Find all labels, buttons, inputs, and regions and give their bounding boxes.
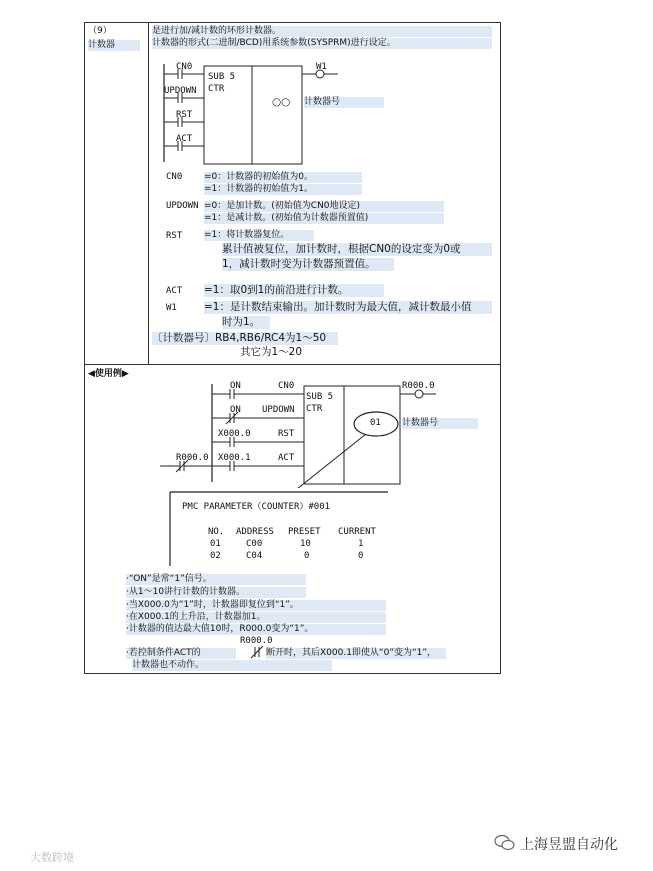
updown-contact-label: UPDOWN [164,86,197,96]
table-row: 02 [210,551,221,561]
example-updown-label: UPDOWN [262,405,295,415]
table-row: C00 [246,539,263,549]
param-cn0-line-1: =0：计数器的初始值为0。 [204,172,362,183]
example-output-label: R000.0 [402,381,435,391]
param-updown-line-1: =0：是加计数。(初始值为CN0地设定) [204,201,444,212]
pmc-header-no: NO. [208,527,225,537]
cn0-contact-label: CN0 [176,62,193,72]
example-r0-label: R000.0 [176,453,209,463]
counter-number-symbol: ○○ [272,96,291,108]
function-type: CTR [208,84,225,94]
table-row: 0 [304,551,310,561]
example-function-name: SUB 5 [306,392,334,402]
description-line-2: 计数器的形式(二进制/BCD)用系统参数(SYSPRM)进行设定。 [152,38,492,49]
example-title: ◀使用例▶ [88,369,129,379]
example-cn0-label: CN0 [278,381,295,391]
function-name: SUB 5 [208,72,236,82]
column-divider [148,22,149,364]
example-act-label: ACT [278,453,295,463]
table-row: 0 [358,551,364,561]
example-function-type: CTR [306,404,323,414]
table-row: 10 [300,539,311,549]
note-2: ·从1～10讲行计数的计数器。 [126,587,306,598]
description-line-1: 是进行加/减计数的环形计数器。 [152,26,492,37]
note-7: 计数器也不动作。 [132,660,332,671]
rst-contact-label: RST [176,110,193,120]
pmc-header-preset: PRESET [288,527,321,537]
param-rst-name: RST [166,231,183,241]
note-6-contact-label: R000.0 [240,636,273,646]
left-watermark-logo: 大数跨境 [30,851,74,864]
table-row: C04 [246,551,263,561]
table-row: 1 [358,539,364,549]
param-rst-line-1: =1：将计数器复位。 [204,230,314,241]
param-w1-name: W1 [166,303,177,313]
act-contact-label: ACT [176,134,193,144]
pmc-header-current: CURRENT [338,527,376,537]
note-5: ·计数器的值达最大值10时，R000.0变为“1”。 [126,624,386,635]
example-rst-label: RST [278,429,295,439]
note-4: ·在X000.1的上升沿，计数器加1。 [126,612,386,623]
example-on-label-1: ON [230,381,241,391]
param-w1-line-1: =1：是计数结束输出。加计数时为最大值，减计数最小值 [204,301,492,314]
example-on-label-2: ON [230,405,241,415]
example-x0-label: X000.0 [218,429,251,439]
row-divider [84,364,501,365]
param-rst-line-2: 累计值被复位，加计数时，根据CN0的设定变为0或 [222,243,492,256]
table-row: 01 [210,539,221,549]
counter-number-label: 计数器号 [304,97,384,108]
param-w1-line-2: 时为1。 [222,316,270,329]
note-3: ·当X000.0为“1”时，计数器即复位到“1”。 [126,600,386,611]
item-name: 计数器 [88,40,140,51]
param-rst-line-3: 1，减计数时变为计数器预置值。 [222,258,394,271]
ladder-diagram-format [150,58,500,168]
brand-name: 上海昱盟自动化 [520,837,618,853]
param-act-line-1: =1：取0到1的前沿进行计数。 [204,284,384,297]
counter-range-line-2: 其它为1～20 [240,346,303,358]
example-counter-number-label: 计数器号 [402,418,478,429]
note-1: ·“ON”是常“1”信号。 [126,574,306,585]
param-updown-line-2: =1：是减计数。(初始值为计数器预置值) [204,213,444,224]
param-updown-name: UPDOWN [166,201,199,211]
item-number: （9） [88,26,112,36]
example-x1-label: X000.1 [218,453,251,463]
note-6-part-2: 断开时，其后X000.1即使从“0”变为“1”， [266,648,446,659]
note-6-part-1: ·若控制条件ACT的 [126,648,236,659]
output-label: W1 [316,62,327,72]
example-counter-circle-value: 01 [370,418,381,428]
param-cn0-line-2: =1：计数器的初始值为1。 [204,184,362,195]
param-cn0-name: CN0 [166,172,183,182]
wechat-icon [494,834,516,852]
pmc-header-address: ADDRESS [236,527,274,537]
param-act-name: ACT [166,286,183,296]
counter-range-line-1: 〔计数器号〕RB4,RB6/RC4为1～50 [152,332,338,345]
pmc-title: PMC PARAMETER（COUNTER）#001 [182,502,331,512]
